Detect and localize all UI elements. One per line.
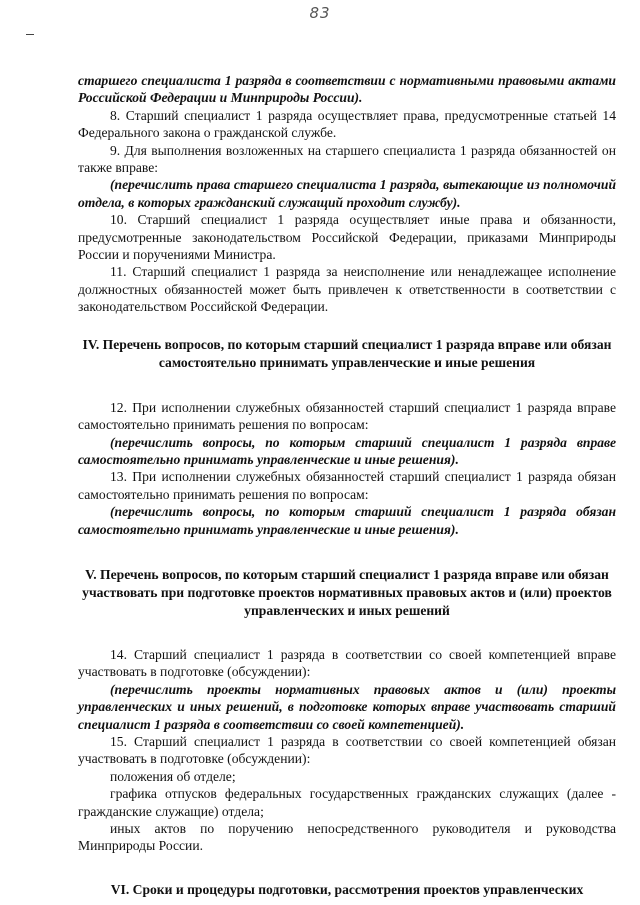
page-number: 83 [309,4,331,22]
paragraph: иных актов по поручению непосредственного руководителя и руководства Минприроды России. [78,821,616,854]
section-4-heading: IV. Перечень вопросов, по которым старший специалист 1 разряда вправе или обязан самостоятельно принимать управленческие и иные решения [82,336,612,370]
paragraph: 10. Старший специалист 1 разряда осуществляет иные права и обязанности, предусмотренные законодательством Российской Федерации, приказами Минприроды России и поручениями Министра. [78,212,616,263]
margin-mark [26,34,34,35]
paragraph: 9. Для выполнения возложенных на старшего специалиста 1 разряда обязанностей он также вправе: [78,142,616,176]
paragraph: 12. При исполнении служебных обязанностей старший специалист 1 разряда вправе самостоятельно принимать решения по вопросам: [78,399,616,433]
paragraph: положения об отделе; [110,768,236,784]
paragraph: 15. Старший специалист 1 разряда в соответствии со своей компетенцией обязан участвовать в подготовке (обсуждении): [78,733,616,767]
paragraphs-top [78,72,616,316]
paragraph: (перечислить вопросы, по которым старший специалист 1 разряда вправе самостоятельно принимать управленческие и иные решения). [78,434,616,467]
section-5-paragraphs [78,646,616,855]
document-body [78,72,616,899]
paragraph: 11. Старший специалист 1 разряда за неисполнение или ненадлежащее исполнение должностных обязанностей может быть привлечен к ответственности в соответствии с законодательством Российской Федерации. [78,264,616,315]
paragraph: 8. Старший специалист 1 разряда осуществляет права, предусмотренные статьей 14 Федерального закона о гражданской службе. [78,107,616,141]
section-6-heading: VI. Сроки и процедуры подготовки, рассмотрения проектов управленческих [110,881,584,897]
paragraph: графика отпусков федеральных государственных гражданских служащих (далее - гражданские служащие) отдела; [78,786,616,819]
paragraph: (перечислить вопросы, по которым старший специалист 1 разряда обязан самостоятельно принимать управленческие и иные решения). [78,504,616,537]
paragraph: (перечислить проекты нормативных правовых актов и (или) проекты управленческих и иных решений, в подготовке которых вправе участвовать старший специалист 1 разряда в соответствии со своей компетенцией). [78,681,616,732]
section-4-paragraphs [78,399,616,538]
paragraph: старшего специалиста 1 разряда в соответствии с нормативными правовыми актами Российской Федерации и Минприроды России). [78,73,616,106]
paragraph: 14. Старший специалист 1 разряда в соответствии со своей компетенцией вправе участвовать в подготовке (обсуждении): [78,646,616,680]
section-5-heading: V. Перечень вопросов, по которым старший специалист 1 разряда вправе или обязан участвовать при подготовке проектов нормативных правовых актов и (или) проектов управленческих и иных решений [82,566,612,618]
paragraph: (перечислить права старшего специалиста 1 разряда, вытекающие из полномочий отдела, в которых гражданский служащий проходит службу). [78,177,616,210]
paragraph: 13. При исполнении служебных обязанностей старший специалист 1 разряда обязан самостоятельно принимать решения по вопросам: [78,469,616,502]
